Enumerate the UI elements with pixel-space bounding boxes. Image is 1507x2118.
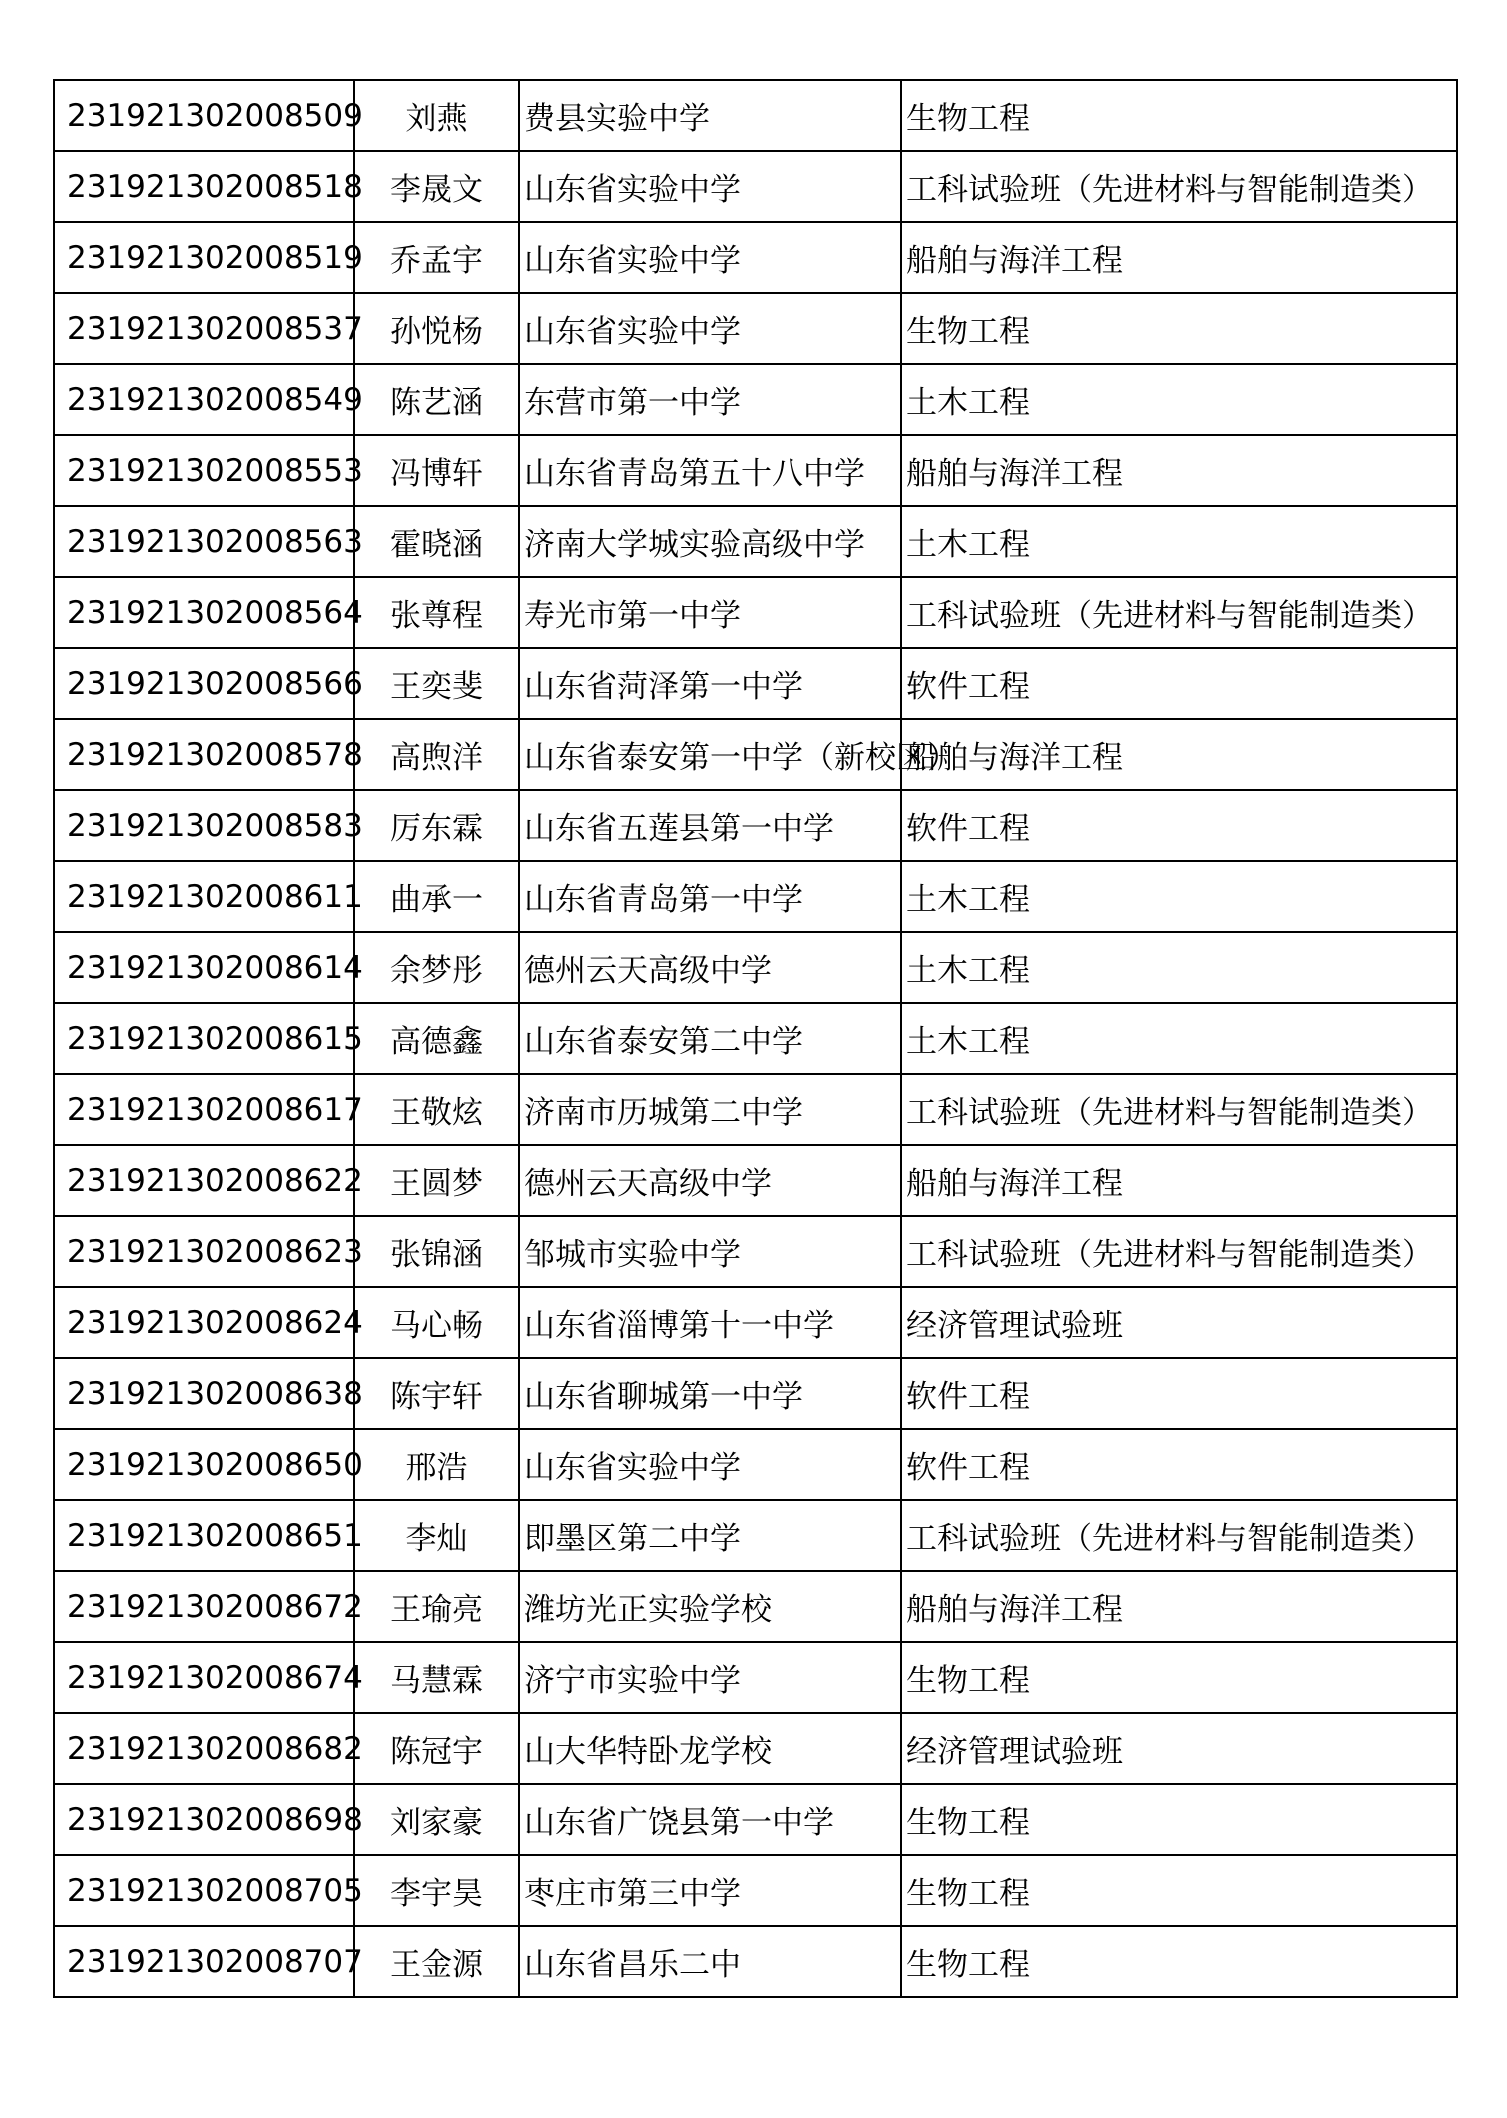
student-name-cell: 陈艺涵 [354,364,519,435]
major-name-cell: 土木工程 [901,364,1457,435]
school-name-cell: 费县实验中学 [519,80,901,151]
student-name-cell: 刘家豪 [354,1784,519,1855]
major-name-cell: 经济管理试验班 [901,1713,1457,1784]
table-row [54,1216,1457,1287]
school-name-cell: 寿光市第一中学 [519,577,901,648]
student-name-cell: 厉东霖 [354,790,519,861]
table-row [54,1287,1457,1358]
table-row [54,648,1457,719]
candidate-id-cell: 231921302008611 [54,861,354,932]
candidate-id-cell: 231921302008519 [54,222,354,293]
table-row [54,861,1457,932]
school-name-cell: 山东省泰安第一中学（新校区） [519,719,901,790]
major-name-cell: 土木工程 [901,932,1457,1003]
table-row [54,1145,1457,1216]
candidate-id-cell: 231921302008578 [54,719,354,790]
major-name-cell: 工科试验班（先进材料与智能制造类） [901,577,1457,648]
major-name-cell: 船舶与海洋工程 [901,1571,1457,1642]
student-name-cell: 冯博轩 [354,435,519,506]
student-name-cell: 乔孟宇 [354,222,519,293]
school-name-cell: 济南市历城第二中学 [519,1074,901,1145]
student-name-cell: 张尊程 [354,577,519,648]
student-name-cell: 张锦涵 [354,1216,519,1287]
major-name-cell: 船舶与海洋工程 [901,435,1457,506]
table-row [54,1926,1457,1997]
major-name-cell: 土木工程 [901,506,1457,577]
major-name-cell: 工科试验班（先进材料与智能制造类） [901,1074,1457,1145]
student-name-cell: 陈宇轩 [354,1358,519,1429]
student-name-cell: 李宇昊 [354,1855,519,1926]
school-name-cell: 山东省青岛第五十八中学 [519,435,901,506]
student-name-cell: 余梦彤 [354,932,519,1003]
table-row [54,435,1457,506]
candidate-id-cell: 231921302008617 [54,1074,354,1145]
table-row [54,1074,1457,1145]
table-row [54,151,1457,222]
student-name-cell: 霍晓涵 [354,506,519,577]
school-name-cell: 山东省五莲县第一中学 [519,790,901,861]
school-name-cell: 山东省广饶县第一中学 [519,1784,901,1855]
candidate-id-cell: 231921302008563 [54,506,354,577]
table-row [54,1571,1457,1642]
student-name-cell: 王瑜亮 [354,1571,519,1642]
student-name-cell: 孙悦杨 [354,293,519,364]
school-name-cell: 山东省实验中学 [519,151,901,222]
major-name-cell: 船舶与海洋工程 [901,1145,1457,1216]
student-name-cell: 李灿 [354,1500,519,1571]
school-name-cell: 山东省菏泽第一中学 [519,648,901,719]
major-name-cell: 生物工程 [901,80,1457,151]
student-name-cell: 马慧霖 [354,1642,519,1713]
major-name-cell: 工科试验班（先进材料与智能制造类） [901,151,1457,222]
table-row [54,1784,1457,1855]
student-name-cell: 李晟文 [354,151,519,222]
table-row [54,932,1457,1003]
table-row [54,1003,1457,1074]
candidate-id-cell: 231921302008622 [54,1145,354,1216]
candidate-id-cell: 231921302008638 [54,1358,354,1429]
candidate-id-cell: 231921302008624 [54,1287,354,1358]
candidate-id-cell: 231921302008566 [54,648,354,719]
major-name-cell: 软件工程 [901,790,1457,861]
candidate-id-cell: 231921302008564 [54,577,354,648]
table-row [54,1500,1457,1571]
table-row [54,364,1457,435]
major-name-cell: 经济管理试验班 [901,1287,1457,1358]
major-name-cell: 生物工程 [901,1642,1457,1713]
school-name-cell: 德州云天高级中学 [519,1145,901,1216]
school-name-cell: 即墨区第二中学 [519,1500,901,1571]
table-row [54,790,1457,861]
major-name-cell: 船舶与海洋工程 [901,222,1457,293]
table-row [54,577,1457,648]
school-name-cell: 东营市第一中学 [519,364,901,435]
table-row [54,293,1457,364]
major-name-cell: 土木工程 [901,861,1457,932]
school-name-cell: 邹城市实验中学 [519,1216,901,1287]
table-row [54,719,1457,790]
table-row [54,80,1457,151]
candidate-id-cell: 231921302008672 [54,1571,354,1642]
candidate-id-cell: 231921302008615 [54,1003,354,1074]
school-name-cell: 山东省青岛第一中学 [519,861,901,932]
major-name-cell: 工科试验班（先进材料与智能制造类） [901,1500,1457,1571]
student-name-cell: 王金源 [354,1926,519,1997]
school-name-cell: 山东省聊城第一中学 [519,1358,901,1429]
school-name-cell: 山东省实验中学 [519,293,901,364]
candidate-id-cell: 231921302008553 [54,435,354,506]
school-name-cell: 山东省昌乐二中 [519,1926,901,1997]
candidate-id-cell: 231921302008707 [54,1926,354,1997]
school-name-cell: 山东省泰安第二中学 [519,1003,901,1074]
table-row [54,1642,1457,1713]
student-name-cell: 刘燕 [354,80,519,151]
school-name-cell: 山东省淄博第十一中学 [519,1287,901,1358]
student-name-cell: 高德鑫 [354,1003,519,1074]
major-name-cell: 软件工程 [901,648,1457,719]
table-row [54,222,1457,293]
school-name-cell: 潍坊光正实验学校 [519,1571,901,1642]
student-name-cell: 陈冠宇 [354,1713,519,1784]
student-name-cell: 邢浩 [354,1429,519,1500]
candidate-id-cell: 231921302008698 [54,1784,354,1855]
school-name-cell: 山大华特卧龙学校 [519,1713,901,1784]
major-name-cell: 生物工程 [901,293,1457,364]
major-name-cell: 土木工程 [901,1003,1457,1074]
table-row [54,506,1457,577]
major-name-cell: 工科试验班（先进材料与智能制造类） [901,1216,1457,1287]
candidate-id-cell: 231921302008614 [54,932,354,1003]
candidate-id-cell: 231921302008583 [54,790,354,861]
table-row [54,1358,1457,1429]
major-name-cell: 软件工程 [901,1358,1457,1429]
table-row [54,1713,1457,1784]
school-name-cell: 枣庄市第三中学 [519,1855,901,1926]
school-name-cell: 山东省实验中学 [519,1429,901,1500]
candidate-id-cell: 231921302008623 [54,1216,354,1287]
school-name-cell: 德州云天高级中学 [519,932,901,1003]
school-name-cell: 济南大学城实验高级中学 [519,506,901,577]
school-name-cell: 济宁市实验中学 [519,1642,901,1713]
admission-table [53,79,1458,1998]
major-name-cell: 生物工程 [901,1926,1457,1997]
student-name-cell: 马心畅 [354,1287,519,1358]
candidate-id-cell: 231921302008682 [54,1713,354,1784]
student-name-cell: 高煦洋 [354,719,519,790]
student-name-cell: 王圆梦 [354,1145,519,1216]
candidate-id-cell: 231921302008549 [54,364,354,435]
admission-table-body [54,80,1457,1997]
candidate-id-cell: 231921302008651 [54,1500,354,1571]
major-name-cell: 生物工程 [901,1855,1457,1926]
candidate-id-cell: 231921302008518 [54,151,354,222]
major-name-cell: 生物工程 [901,1784,1457,1855]
student-name-cell: 王敬炫 [354,1074,519,1145]
candidate-id-cell: 231921302008674 [54,1642,354,1713]
candidate-id-cell: 231921302008705 [54,1855,354,1926]
student-name-cell: 曲承一 [354,861,519,932]
table-row [54,1429,1457,1500]
school-name-cell: 山东省实验中学 [519,222,901,293]
candidate-id-cell: 231921302008537 [54,293,354,364]
table-row [54,1855,1457,1926]
student-name-cell: 王奕斐 [354,648,519,719]
candidate-id-cell: 231921302008650 [54,1429,354,1500]
candidate-id-cell: 231921302008509 [54,80,354,151]
major-name-cell: 船舶与海洋工程 [901,719,1457,790]
major-name-cell: 软件工程 [901,1429,1457,1500]
